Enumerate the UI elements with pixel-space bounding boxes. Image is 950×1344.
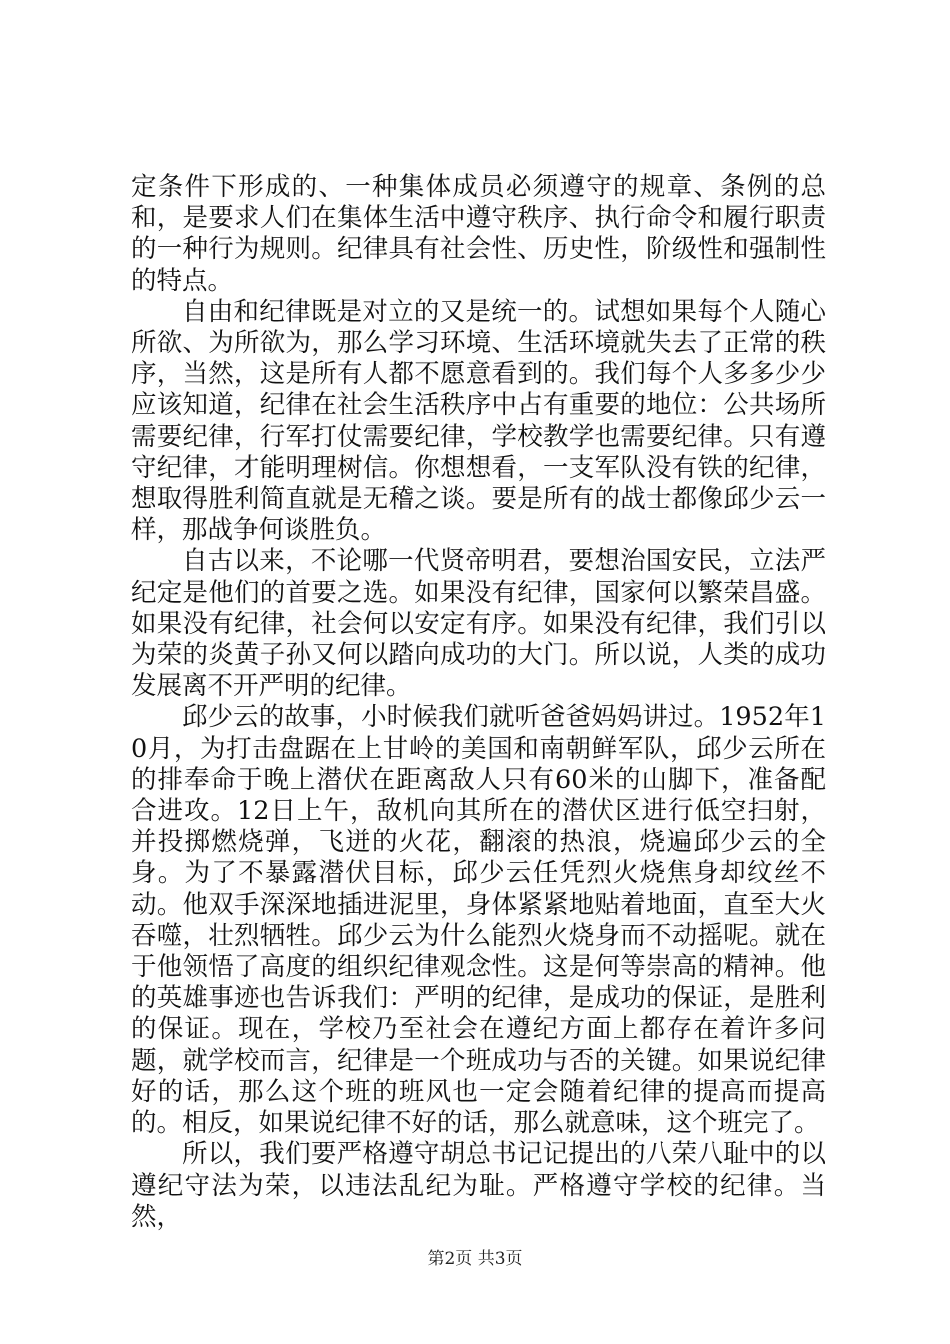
page-footer: 第2页 共3页 — [427, 1249, 523, 1269]
paragraph-conclusion: 所以，我们要严格遵守胡总书记记提出的八荣八耻中的以遵纪守法为荣，以违法乱纪为耻。严格遵守学校的纪律。当然， — [131, 1139, 826, 1232]
paragraph-continuation: 定条件下形成的、一种集体成员必须遵守的规章、条例的总和，是要求人们在集体生活中遵守秩序、执行命令和履行职责的一种行为规则。纪律具有社会性、历史性，阶级性和强制性的特点。 — [131, 172, 826, 296]
paragraph-qiu-shaoyun: 邱少云的故事，小时候我们就听爸爸妈妈讲过。1952年10月，为打击盘踞在上甘岭的美国和南朝鲜军队，邱少云所在的排奉命于晚上潜伏在距离敌人只有60米的山脚下，准备配合进攻。12日上午，敌机向其所在的潜伏区进行低空扫射，并投掷燃烧弹，飞迸的火花，翻滚的热浪，烧遍邱少云的全身。为了不暴露潜伏目标，邱少云任凭烈火烧焦身却纹丝不动。他双手深深地插进泥里，身体紧紧地贴着地面，直至大火吞噬，壮烈牺牲。邱少云为什么能烈火烧身而不动摇呢。就在于他领悟了高度的组织纪律观念性。这是何等崇高的精神。他的英雄事迹也告诉我们：严明的纪律，是成功的保证，是胜利的保证。现在，学校乃至社会在遵纪方面上都存在着许多问题，就学校而言，纪律是一个班成功与否的关键。如果说纪律好的话，那么这个班的班风也一定会随着纪律的提高而提高的。相反，如果说纪律不好的话，那么就意味，这个班完了。 — [131, 702, 826, 1139]
document-body — [131, 172, 826, 1233]
paragraph-freedom-discipline: 自由和纪律既是对立的又是统一的。试想如果每个人随心所欲、为所欲为，那么学习环境、生活环境就失去了正常的秩序，当然，这是所有人都不愿意看到的。我们每个人多多少少应该知道，纪律在社会生活秩序中占有重要的地位：公共场所需要纪律，行军打仗需要纪律，学校教学也需要纪律。只有遵守纪律，才能明理树信。你想想看，一支军队没有铁的纪律，想取得胜利简直就是无稽之谈。要是所有的战士都像邱少云一样，那战争何谈胜负。 — [131, 296, 826, 546]
paragraph-history: 自古以来，不论哪一代贤帝明君，要想治国安民，立法严纪定是他们的首要之选。如果没有纪律，国家何以繁荣昌盛。如果没有纪律，社会何以安定有序。如果没有纪律，我们引以为荣的炎黄子孙又何以踏向成功的大门。所以说，人类的成功发展离不开严明的纪律。 — [131, 546, 826, 702]
